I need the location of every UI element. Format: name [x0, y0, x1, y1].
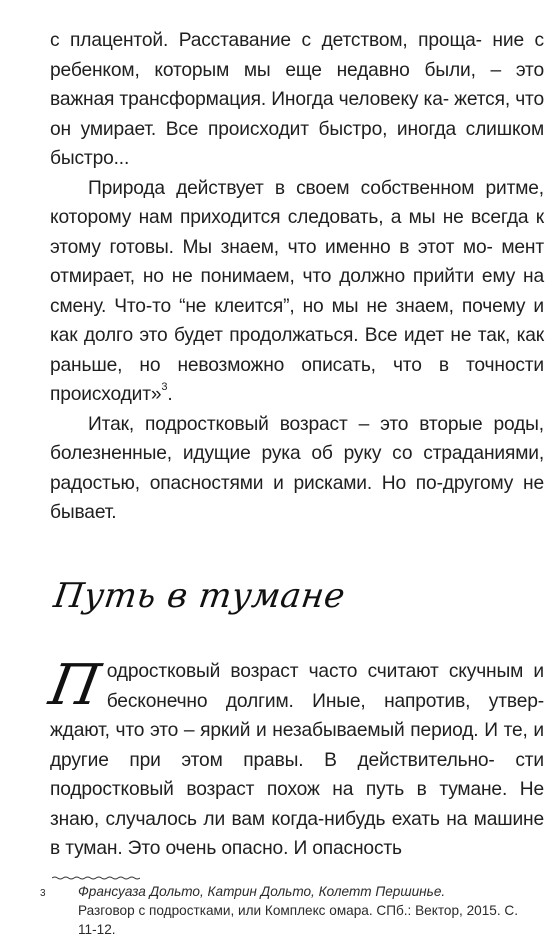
footnote: [40, 882, 540, 939]
section-heading: Путь в тумане: [51, 576, 348, 616]
footnote-ref: 3: [161, 380, 168, 393]
section-text: одростковый возраст часто считают скучным и бесконечно долгим. Иные, напротив, утвер- ждают, что это – яркий и незабываемый период. И те, и другие при этом правы. В действительно- сти подростковый возраст похож на путь в тумане. Не знаю, случалось ли вам когда-нибудь ехать на машине в туман. Это очень опасно. И опасность: [50, 661, 544, 859]
footnote-authors: Франсуаза Дольто, Катрин Дольто, Колетт Першиньe.: [78, 884, 446, 899]
paragraph-2: Природа действует в своем собственном ритме, которому нам приходится следовать, а мы не всегда к этому готовы. Мы знаем, что именно в этот мо- мент отмирает, но не понимаем, что должно прийти ему на смену. Что-то “не клеится”, но мы не знаем, почему и как долго это будет продолжаться. Все идет не так, как раньше, но невозможно описать, что в точности происходит»$^3$.: [50, 177, 544, 405]
drop-cap: П: [44, 653, 105, 718]
footnote-divider: [52, 876, 140, 880]
main-text: [50, 26, 544, 528]
footnote-number: 3: [40, 888, 46, 899]
paragraph-3: Итак, подростковый возраст – это вторые роды, болезненные, идущие рука об руку со страданиями, радостью, опасностями и рисками. Но по-другому не бывает.: [50, 413, 544, 523]
footnote-text: [78, 882, 540, 939]
section-body: [44, 653, 544, 864]
section-paragraph: [44, 653, 544, 864]
paragraph-2-text: Природа действует в своем собственном ритме, которому нам приходится следовать, а мы не всегда к этому готовы. Мы знаем, что именно в этот мо- мент отмирает, но не понимаем, что должно прийти ему на смену. Что-то “не клеится”, но мы не знаем, почему и как долго это будет продолжаться. Все идет не так, как раньше, но невозможно описать, что в точности происходит»: [50, 177, 544, 405]
footnote-source: Разговор с подростками, или Комплекс омара. СПб.: Вектор, 2015. С. 11-12.: [78, 903, 518, 937]
paragraph-1: с плацентой. Расставание с детством, проща- ние с ребенком, которым мы еще недавно были, – это важная трансформация. Иногда человеку ка- жется, что он умирает. Все происходит быстро, иногда слишком быстро...: [50, 30, 544, 169]
